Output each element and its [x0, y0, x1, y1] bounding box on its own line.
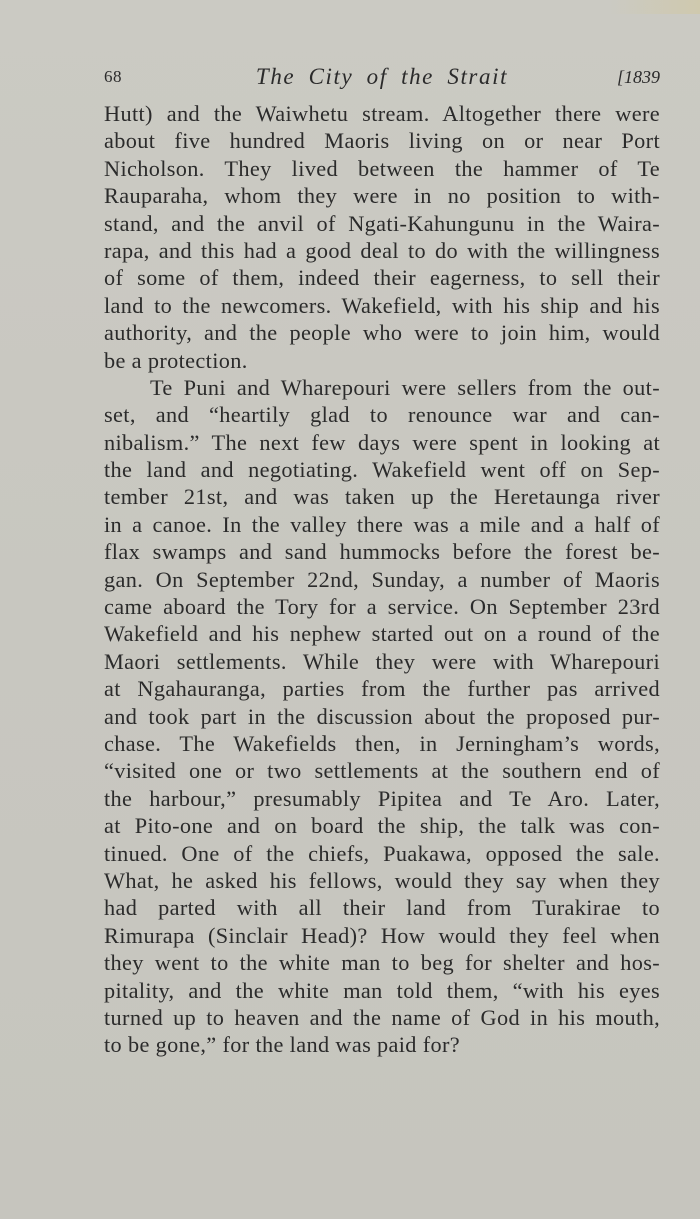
text-line: Rimurapa (Sinclair Head)? How would they feel when [104, 922, 660, 948]
text-line: and took part in the discussion about the proposed pur- [104, 703, 660, 729]
text-line: they went to the white man to beg for shelter and hos- [104, 950, 660, 976]
text-line: about five hundred Maoris living on or near Port [104, 128, 660, 154]
text-line: in a canoe. In the valley there was a mile and a half of [104, 511, 660, 537]
text-line: the land and negotiating. Wakefield went off on Sep- [104, 457, 660, 483]
text-line: tinued. One of the chiefs, Puakawa, opposed the sale. [104, 840, 660, 866]
text-line: flax swamps and sand hummocks before the forest be- [104, 539, 660, 565]
text-line: Maori settlements. While they were with Wharepouri [104, 648, 660, 674]
text-line: gan. On September 22nd, Sunday, a number of Maoris [104, 566, 660, 592]
text-line: “visited one or two settlements at the southern end of [104, 758, 660, 784]
text-line: nibalism.” The next few days were spent in looking at [104, 429, 660, 455]
text-line: pitality, and the white man told them, “with his eyes [104, 977, 660, 1003]
page-number: 68 [104, 67, 122, 86]
text-line: Rauparaha, whom they were in no position to with- [104, 183, 660, 209]
text-line: stand, and the anvil of Ngati-Kahungunu in the Waira- [104, 210, 660, 236]
text-line: set, and “heartily glad to renounce war and can- [104, 402, 660, 428]
text-line: of some of them, indeed their eagerness, to sell their [104, 265, 660, 291]
header-year: [1839 [616, 67, 660, 87]
text-line: came aboard the Tory for a service. On September 23rd [104, 594, 660, 620]
text-line: be a protection. [104, 347, 248, 373]
running-title: The City of the Strait [255, 64, 509, 89]
text-line: Te Puni and Wharepouri were sellers from the out- [150, 374, 660, 400]
text-line: What, he asked his fellows, would they say when they [104, 867, 660, 893]
text-line: Wakefield and his nephew started out on a round of the [104, 621, 660, 647]
text-line: chase. The Wakefields then, in Jerningham’s words, [104, 730, 660, 756]
text-line: at Pito-one and on board the ship, the talk was con- [104, 813, 660, 839]
text-line: authority, and the people who were to join him, would [104, 320, 660, 346]
text-line: the harbour,” presumably Pipitea and Te Aro. Later, [104, 785, 660, 811]
text-line: tember 21st, and was taken up the Heretaunga river [104, 484, 660, 510]
running-header [104, 64, 660, 94]
text-line: had parted with all their land from Turakirae to [104, 895, 660, 921]
text-line: at Ngahauranga, parties from the further pas arrived [104, 676, 660, 702]
text-line: turned up to heaven and the name of God in his mouth, [104, 1004, 660, 1030]
text-line: Hutt) and the Waiwhetu stream. Altogether there were [104, 101, 660, 126]
body-text [104, 100, 660, 1059]
text-line: Nicholson. They lived between the hammer of Te [104, 155, 660, 181]
text-line: land to the newcomers. Wakefield, with his ship and his [104, 292, 660, 318]
text-line: to be gone,” for the land was paid for? [104, 1032, 461, 1058]
page-edge-discoloration [610, 0, 700, 14]
text-line: rapa, and this had a good deal to do with the willingness [104, 237, 660, 263]
